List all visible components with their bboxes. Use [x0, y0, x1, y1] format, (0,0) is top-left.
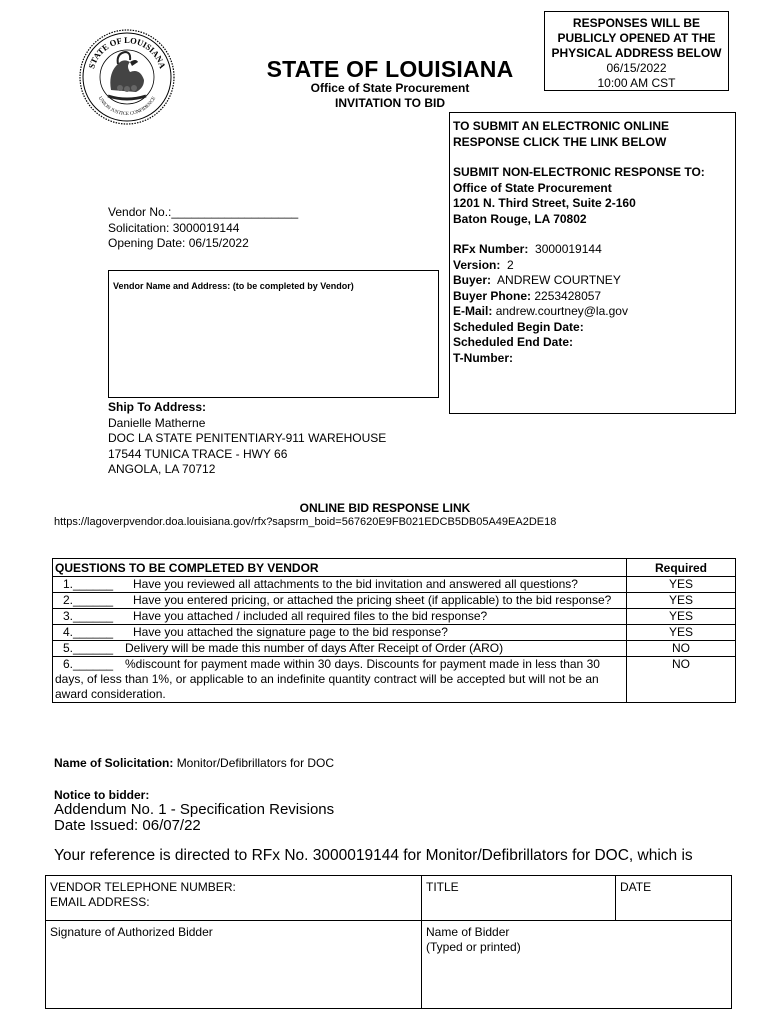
reference-text: Your reference is directed to RFx No. 3000019144 for Monitor/Defibrillators for DOC, which is	[54, 847, 693, 864]
bidder-name-label: Name of Bidder	[426, 925, 510, 939]
table-row	[53, 593, 736, 609]
ship-to-address	[108, 400, 386, 478]
solicitation-name	[54, 756, 334, 770]
vendor-phone-cell[interactable]	[46, 876, 421, 914]
seal-top-text: STATE OF LOUISIANA	[86, 34, 168, 70]
vendor-name-address-box[interactable]	[108, 270, 439, 398]
electronic-line-2: RESPONSE CLICK THE LINK BELOW	[453, 134, 667, 149]
vendor-info	[108, 205, 298, 252]
pelican-seal-icon	[78, 28, 176, 126]
required-value: YES	[627, 593, 736, 609]
submit-info-box	[449, 112, 736, 414]
question-text: Have you reviewed all attachments to the bid invitation and answered all questions?	[133, 577, 578, 591]
question-number[interactable]: 1.______	[63, 577, 114, 591]
buyer-email: E-Mail: andrew.courtney@la.gov	[453, 304, 628, 318]
required-value: YES	[627, 625, 736, 641]
question-text: %discount for payment made within 30 days. Discounts for payment made in less than 30 days, of less than 1%, or applicable to an indefinite quantity contract will be accepted but will not be an award consideration.	[55, 657, 600, 701]
addendum-title: Addendum No. 1 - Specification Revisions	[54, 801, 335, 818]
nonelectronic-label: SUBMIT NON-ELECTRONIC RESPONSE TO:	[453, 165, 705, 179]
question-number[interactable]: 3.______	[63, 609, 114, 623]
question-number[interactable]: 6.______	[63, 657, 114, 671]
buyer: Buyer: ANDREW COURTNEY	[453, 273, 621, 287]
ship-to-line-4: ANGOLA, LA 70712	[108, 462, 216, 476]
address-line-2: 1201 N. Third Street, Suite 2-160	[453, 196, 636, 210]
signature-label: Signature of Authorized Bidder	[50, 925, 213, 939]
questions-header-row	[53, 559, 736, 577]
vendor-opening-date: Opening Date: 06/15/2022	[108, 236, 249, 250]
responses-line-2: PUBLICLY OPENED AT THE	[557, 31, 716, 45]
solicitation-name-value: Monitor/Defibrillators for DOC	[176, 756, 335, 770]
buyer-phone: Buyer Phone: 2253428057	[453, 288, 602, 303]
solicitation-number: Solicitation: 3000019144	[108, 220, 240, 235]
table-row	[53, 625, 736, 641]
address-line-1: Office of State Procurement	[453, 180, 612, 195]
scheduled-end-date: Scheduled End Date:	[453, 335, 574, 349]
vendor-phone-label: VENDOR TELEPHONE NUMBER:	[50, 880, 236, 894]
online-bid-link-label: ONLINE BID RESPONSE LINK	[299, 501, 471, 515]
t-number: T-Number:	[453, 350, 513, 365]
notice-label: Notice to bidder:	[54, 788, 150, 802]
electronic-line-1: TO SUBMIT AN ELECTRONIC ONLINE	[453, 119, 669, 133]
ship-to-line-1: Danielle Matherne	[108, 415, 206, 430]
question-text: Have you attached the signature page to the bid response?	[133, 625, 448, 639]
ship-to-label: Ship To Address:	[108, 400, 207, 414]
question-text: Have you attached / included all required files to the bid response?	[133, 609, 488, 623]
state-seal	[78, 28, 176, 126]
responses-line-1: RESPONSES WILL BE	[572, 16, 701, 30]
required-value: NO	[627, 657, 736, 703]
bidder-name-sublabel: (Typed or printed)	[426, 940, 521, 954]
question-number[interactable]: 5.______	[63, 641, 114, 655]
document-type: INVITATION TO BID	[335, 96, 445, 110]
title-cell[interactable]	[422, 876, 615, 899]
version: Version: 2	[453, 257, 514, 272]
question-number[interactable]: 2.______	[63, 593, 114, 607]
required-value: NO	[627, 641, 736, 657]
table-row	[53, 577, 736, 593]
required-value: YES	[627, 609, 736, 625]
solicitation-name-label: Name of Solicitation:	[54, 756, 174, 770]
required-header: Required	[627, 559, 736, 577]
opening-time: 10:00 AM CST	[597, 76, 676, 90]
question-text: Have you entered pricing, or attached the pricing sheet (if applicable) to the bid response?	[133, 593, 612, 607]
date-cell[interactable]	[616, 876, 731, 899]
table-row	[53, 609, 736, 625]
vendor-number: Vendor No.:___________________	[108, 205, 299, 219]
rfx-number: RFx Number: 3000019144	[453, 242, 602, 256]
responses-line-3: PHYSICAL ADDRESS BELOW	[551, 46, 722, 60]
bidder-name-cell[interactable]	[422, 921, 731, 959]
email-label: EMAIL ADDRESS:	[50, 895, 150, 909]
question-number[interactable]: 4.______	[63, 625, 114, 639]
date-issued: Date Issued: 06/07/22	[54, 817, 201, 834]
page-title: STATE OF LOUISIANA	[266, 56, 514, 82]
questions-table	[52, 558, 736, 703]
required-value: YES	[627, 577, 736, 593]
online-bid-link[interactable]: https://lagoverpvendor.doa.louisiana.gov/rfx?sapsrm_boid=567620E9FB021EDCB5DB05A49EA2DE18	[54, 516, 557, 528]
office-name: Office of State Procurement	[310, 81, 470, 95]
signature-table	[45, 875, 732, 1009]
address-line-3: Baton Rouge, LA 70802	[453, 211, 587, 226]
seal-bottom-text: UNION JUSTICE CONFIDENCE	[96, 96, 158, 118]
question-text: Delivery will be made this number of days After Receipt of Order (ARO)	[125, 641, 504, 655]
scheduled-begin-date: Scheduled Begin Date:	[453, 319, 584, 334]
questions-header: QUESTIONS TO BE COMPLETED BY VENDOR	[53, 559, 627, 577]
opening-date: 06/15/2022	[606, 61, 667, 75]
table-row	[53, 641, 736, 657]
responses-box	[544, 11, 729, 91]
signature-cell[interactable]	[46, 921, 421, 944]
table-row	[53, 657, 736, 703]
ship-to-line-3: 17544 TUNICA TRACE - HWY 66	[108, 446, 288, 461]
ship-to-line-2: DOC LA STATE PENITENTIARY-911 WAREHOUSE	[108, 431, 387, 445]
title-label: TITLE	[426, 880, 459, 894]
vendor-name-address-label: Vendor Name and Address: (to be completed by Vendor)	[113, 281, 354, 291]
date-label: DATE	[620, 880, 652, 894]
